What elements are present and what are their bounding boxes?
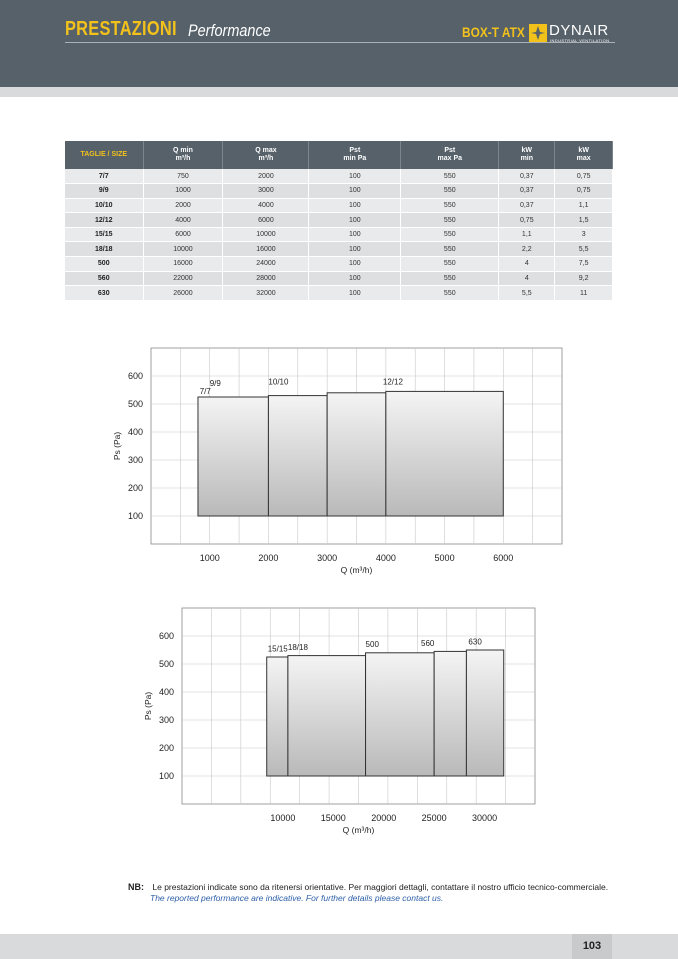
table-cell: 0,75 [499,213,555,228]
table-cell: 22000 [143,271,223,286]
x-tick-label: 10000 [270,813,296,823]
table-cell: 100 [309,257,401,272]
range-block [366,653,435,776]
series-label: 12/12 [382,377,403,387]
table-cell: 550 [401,257,499,272]
series-label: 10/10 [268,377,289,387]
y-tick-label: 400 [158,687,174,697]
table-cell: 4 [499,271,555,286]
table-cell: 10/10 [65,198,143,213]
brand-name: DYNAIR [549,22,609,39]
range-block [288,656,366,776]
table-cell: 6000 [143,227,223,242]
table-cell: 550 [401,271,499,286]
table-cell: 100 [309,286,401,301]
table-cell: 0,75 [555,184,613,199]
table-cell: 12/12 [65,213,143,228]
x-tick-label: 4000 [375,553,396,563]
page-subtitle: Performance [188,21,271,40]
table-cell: 100 [309,227,401,242]
table-cell: 5,5 [555,242,613,257]
series-label: 500 [365,640,379,650]
table-header-cell: Q min m³/h [143,141,223,169]
table-cell: 32000 [223,286,309,301]
table-cell: 0,37 [499,169,555,184]
x-tick-label: 30000 [472,813,498,823]
y-axis-label: Ps (Pa) [143,691,153,721]
model-name: BOX-T ATX [462,24,525,40]
x-tick-label: 2000 [258,553,279,563]
y-tick-label: 200 [127,483,143,493]
y-tick-label: 100 [127,511,143,521]
series-label: 560 [421,638,435,648]
table-cell: 0,75 [555,169,613,184]
y-tick-label: 300 [158,715,174,725]
table-cell: 6000 [223,213,309,228]
table-cell: 9/9 [65,184,143,199]
table-cell: 7/7 [65,169,143,184]
table-cell: 560 [65,271,143,286]
x-axis-label: Q (m³/h) [342,825,375,835]
table-cell: 4000 [223,198,309,213]
page-title: PRESTAZIONI [65,18,177,40]
table-cell: 550 [401,227,499,242]
x-tick-label: 15000 [320,813,346,823]
y-axis-label: Ps (Pa) [112,431,122,461]
x-tick-label: 20000 [371,813,397,823]
page-number: 103 [572,934,612,959]
table-cell: 16000 [143,257,223,272]
table-header-cell: Pst max Pa [401,141,499,169]
table-cell: 10000 [143,242,223,257]
y-tick-label: 200 [158,743,174,753]
y-tick-label: 500 [158,659,174,669]
table-header-cell: Q max m³/h [223,141,309,169]
series-label: 15/15 [267,644,288,654]
x-tick-label: 1000 [199,553,220,563]
table-cell: 1000 [143,184,223,199]
table-cell: 10000 [223,227,309,242]
table-cell: 4 [499,257,555,272]
range-block [434,651,466,776]
x-tick-label: 3000 [317,553,338,563]
y-tick-label: 300 [127,455,143,465]
table-cell: 500 [65,257,143,272]
table-cell: 1,5 [555,213,613,228]
x-tick-label: 5000 [434,553,455,563]
table-cell: 750 [143,169,223,184]
note-english: The reported performance are indicative. For further details please contact us. [150,893,444,903]
y-tick-label: 500 [127,399,143,409]
table-cell: 2000 [143,198,223,213]
table-cell: 100 [309,169,401,184]
table-cell: 18/18 [65,242,143,257]
table-header-cell: Pst min Pa [309,141,401,169]
table-cell: 3000 [223,184,309,199]
table-cell: 0,37 [499,198,555,213]
y-tick-label: 600 [127,371,143,381]
table-cell: 1,1 [499,227,555,242]
table-cell: 2,2 [499,242,555,257]
brand-tagline: INDUSTRIAL VENTILATION [550,38,610,43]
table-cell: 1,1 [555,198,613,213]
table-header-cell: kW min [499,141,555,169]
note-italian [128,882,608,892]
x-tick-label: 6000 [493,553,514,563]
table-cell: 100 [309,213,401,228]
table-cell: 15/15 [65,227,143,242]
series-label: 18/18 [287,643,308,652]
table-cell: 630 [65,286,143,301]
y-tick-label: 100 [158,771,174,781]
table-cell: 7,5 [555,257,613,272]
table-header-cell: kW max [555,141,613,169]
range-block [466,650,503,776]
table-cell: 100 [309,184,401,199]
table-cell: 2000 [223,169,309,184]
table-cell: 0,37 [499,184,555,199]
y-tick-label: 600 [158,631,174,641]
table-cell: 550 [401,169,499,184]
table-cell: 28000 [223,271,309,286]
table-cell: 3 [555,227,613,242]
y-tick-label: 400 [127,427,143,437]
x-tick-label: 25000 [421,813,447,823]
table-cell: 5,5 [499,286,555,301]
note-it-text: Le prestazioni indicate sono da ritenersi orientative. Per maggiori dettagli, contattare il nostro ufficio tecnico-commerciale. [152,882,609,892]
table-cell: 24000 [223,257,309,272]
series-label: 7/7 [199,387,211,397]
table-header-cell: TAGLIE / SIZE [65,141,143,169]
series-label: 630 [468,637,482,647]
table-cell: 4000 [143,213,223,228]
table-cell: 550 [401,242,499,257]
range-block [267,657,288,776]
x-axis-label: Q (m³/h) [340,565,373,575]
series-label: 9/9 [209,378,221,388]
table-cell: 11 [555,286,613,301]
table-cell: 9,2 [555,271,613,286]
table-cell: 100 [309,271,401,286]
table-cell: 550 [401,286,499,301]
table-cell: 550 [401,198,499,213]
table-cell: 100 [309,198,401,213]
table-cell: 550 [401,213,499,228]
table-cell: 26000 [143,286,223,301]
table-cell: 550 [401,184,499,199]
table-cell: 100 [309,242,401,257]
table-cell: 16000 [223,242,309,257]
note-label: NB: [128,882,144,892]
